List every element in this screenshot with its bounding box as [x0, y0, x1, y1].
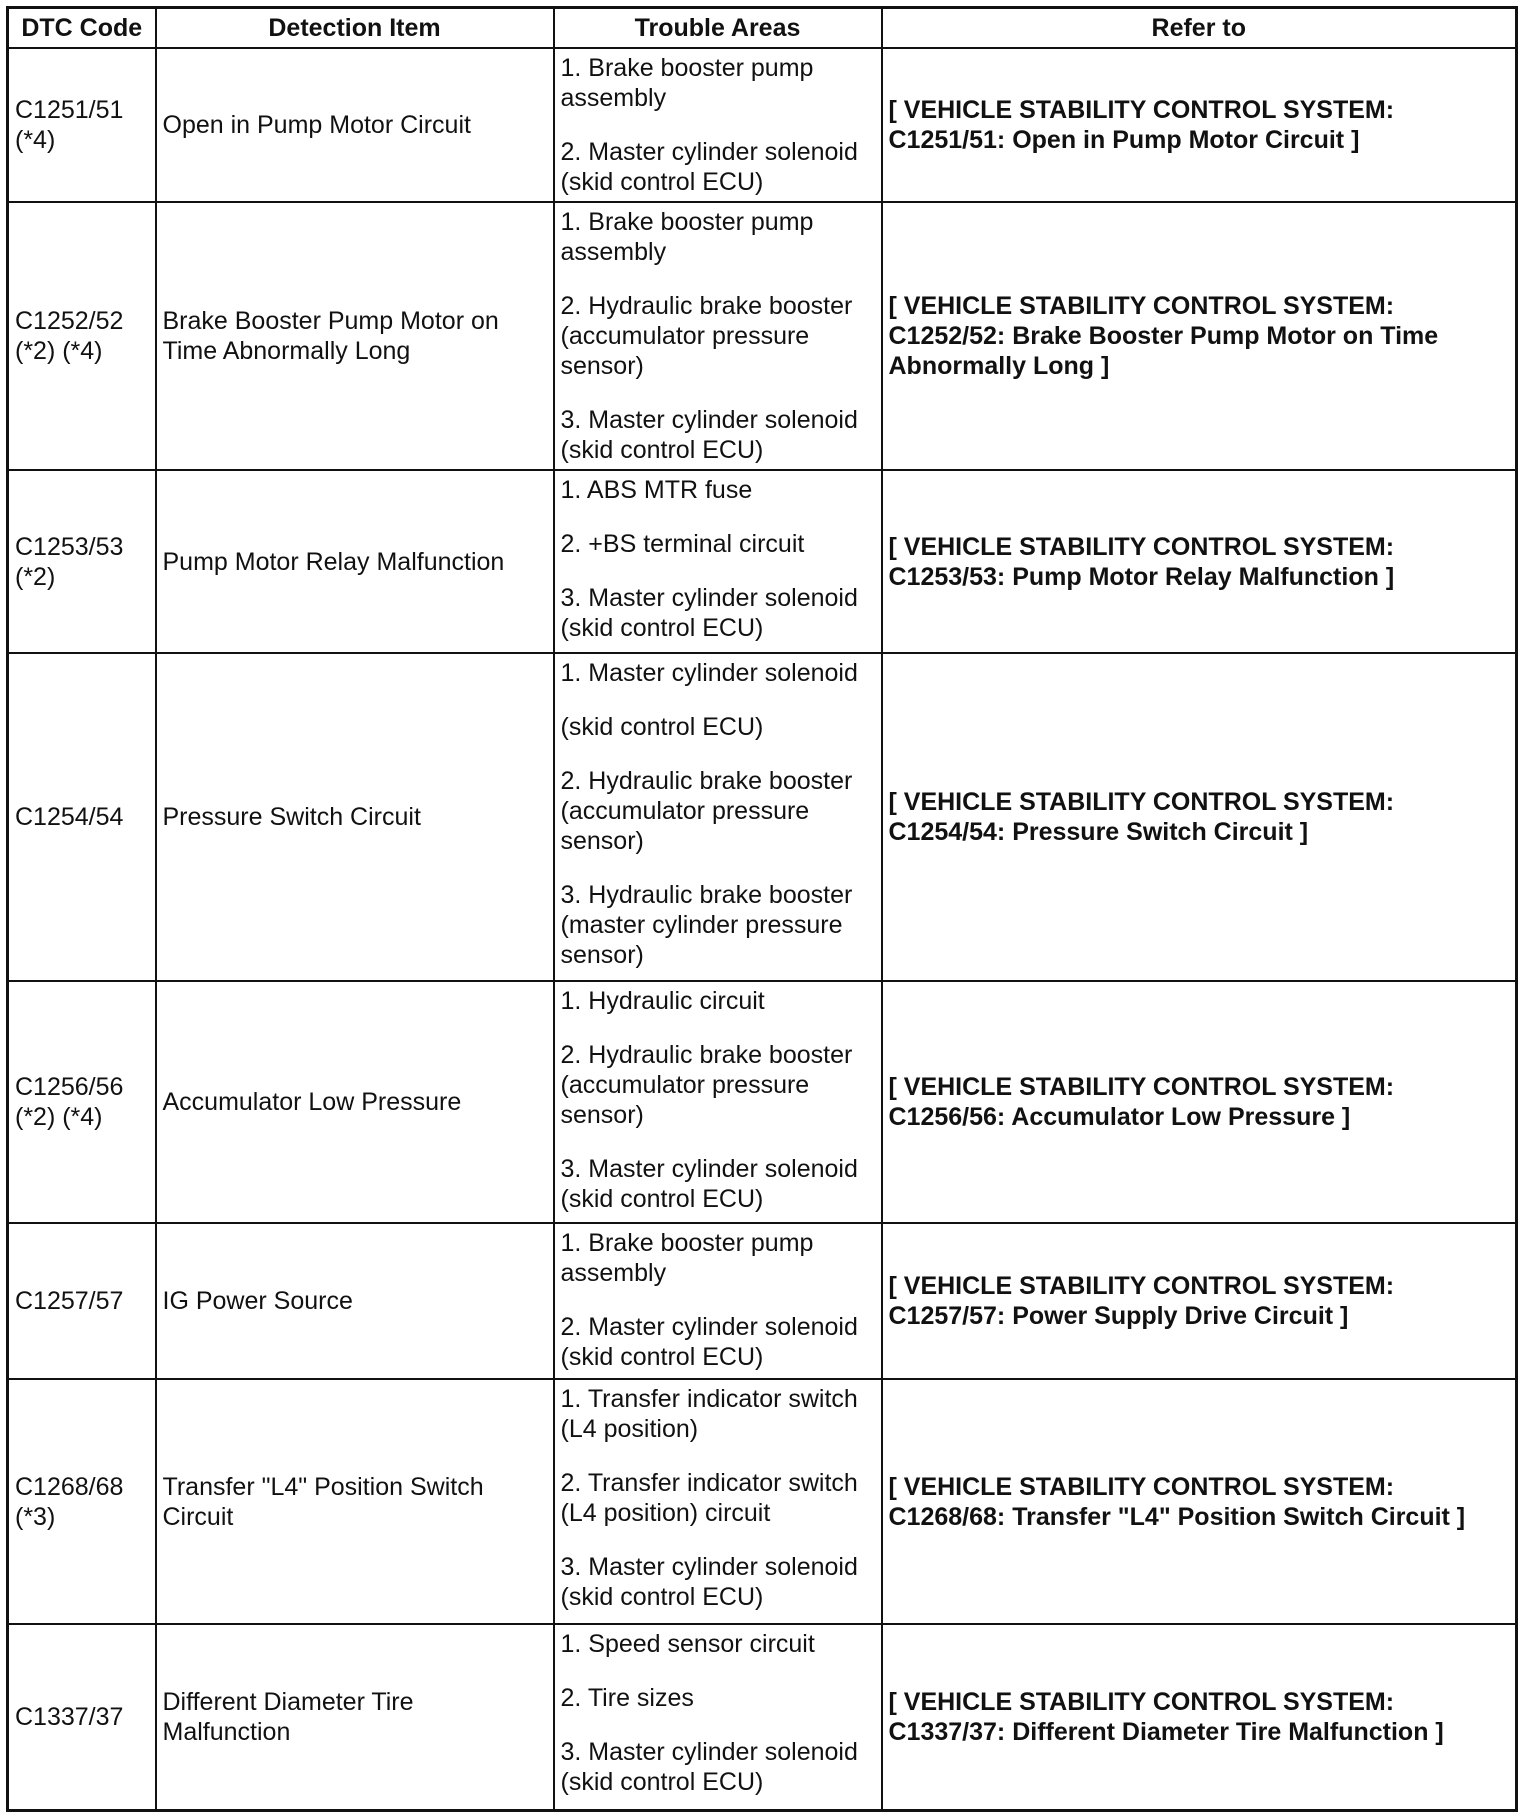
detection-item: Open in Pump Motor Circuit [156, 48, 554, 202]
trouble-area: 1. Speed sensor circuit [560, 1630, 815, 1658]
dtc-code: C1251/51 [15, 96, 124, 124]
detection-item: Pressure Switch Circuit [156, 653, 554, 981]
refer-to-line: [ VEHICLE STABILITY CONTROL SYSTEM: [888, 1472, 1395, 1501]
header-refer-to: Refer to [882, 8, 1517, 49]
trouble-areas [554, 202, 882, 470]
trouble-areas [554, 1223, 882, 1379]
refer-to-line: [ VEHICLE STABILITY CONTROL SYSTEM: [888, 292, 1395, 320]
refer-to-line: C1256/56: Accumulator Low Pressure ] [888, 1103, 1351, 1131]
refer-to-link[interactable] [882, 470, 1517, 653]
detection-item: IG Power Source [156, 1223, 554, 1379]
refer-to-line: C1254/54: Pressure Switch Circuit ] [888, 818, 1309, 846]
trouble-area: 1. Brake booster pump assembly [560, 1229, 814, 1287]
trouble-area: 1. ABS MTR fuse [560, 476, 753, 504]
refer-to-line: C1268/68: Transfer "L4" Position Switch Circuit ] [888, 1502, 1466, 1531]
detection-item: Accumulator Low Pressure [156, 981, 554, 1223]
dtc-code: C1268/68 [15, 1472, 124, 1501]
dtc-note: (*4) [15, 126, 56, 154]
trouble-area: 3. Master cylinder solenoid (skid control ECU) [560, 1155, 858, 1213]
trouble-area: 1. Brake booster pump assembly [560, 208, 814, 266]
dtc-code-cell [8, 470, 156, 653]
dtc-code: C1254/54 [15, 803, 124, 831]
dtc-note: (*2) (*4) [15, 1103, 103, 1131]
trouble-area: 3. Master cylinder solenoid (skid control ECU) [560, 584, 858, 642]
table-header-row [8, 8, 1517, 49]
dtc-code-cell [8, 1223, 156, 1379]
table-row [8, 653, 1517, 981]
header-dtc-code: DTC Code [8, 8, 156, 49]
refer-to-line: C1252/52: Brake Booster Pump Motor on Time Abnormally Long ] [888, 322, 1439, 380]
dtc-code-cell [8, 653, 156, 981]
refer-to-link[interactable] [882, 653, 1517, 981]
table-row [8, 202, 1517, 470]
refer-to-line: [ VEHICLE STABILITY CONTROL SYSTEM: [888, 1687, 1395, 1716]
dtc-code: C1252/52 [15, 307, 124, 335]
detection-item: Pump Motor Relay Malfunction [156, 470, 554, 653]
trouble-areas [554, 1379, 882, 1624]
trouble-areas [554, 653, 882, 981]
refer-to-link[interactable] [882, 48, 1517, 202]
trouble-area: 3. Hydraulic brake booster (master cylinder pressure sensor) [560, 881, 853, 969]
dtc-table-container [6, 6, 1518, 1812]
trouble-area: 2. Master cylinder solenoid (skid control ECU) [560, 1313, 858, 1371]
refer-to-line: C1253/53: Pump Motor Relay Malfunction ] [888, 562, 1395, 591]
dtc-code: C1257/57 [15, 1287, 124, 1315]
dtc-code: C1253/53 [15, 532, 124, 561]
dtc-code-cell [8, 1379, 156, 1624]
dtc-table [6, 6, 1518, 1812]
detection-item: Brake Booster Pump Motor on Time Abnormally Long [156, 202, 554, 470]
trouble-area: 3. Master cylinder solenoid (skid control ECU) [560, 1738, 858, 1796]
dtc-code-cell [8, 1624, 156, 1810]
trouble-areas [554, 1624, 882, 1810]
refer-to-line: C1337/37: Different Diameter Tire Malfunction ] [888, 1717, 1444, 1746]
dtc-code-cell [8, 202, 156, 470]
refer-to-line: C1257/57: Power Supply Drive Circuit ] [888, 1302, 1349, 1330]
trouble-area: 3. Master cylinder solenoid (skid control ECU) [560, 1553, 858, 1611]
refer-to-line: [ VEHICLE STABILITY CONTROL SYSTEM: [888, 1272, 1395, 1300]
table-row [8, 1379, 1517, 1624]
table-row [8, 981, 1517, 1223]
table-row [8, 1223, 1517, 1379]
trouble-area: 1. Master cylinder solenoid [560, 659, 858, 687]
trouble-area: 2. Tire sizes [560, 1684, 694, 1712]
dtc-code-cell [8, 981, 156, 1223]
trouble-area: 2. Hydraulic brake booster (accumulator pressure sensor) [560, 767, 853, 855]
refer-to-line: [ VEHICLE STABILITY CONTROL SYSTEM: [888, 1073, 1395, 1101]
detection-item: Transfer "L4" Position Switch Circuit [156, 1379, 554, 1624]
trouble-area: 2. Transfer indicator switch (L4 position) circuit [560, 1469, 858, 1527]
trouble-area: 2. Hydraulic brake booster (accumulator pressure sensor) [560, 292, 853, 380]
trouble-area: 2. Hydraulic brake booster (accumulator pressure sensor) [560, 1041, 853, 1129]
trouble-areas [554, 470, 882, 653]
table-row [8, 1624, 1517, 1810]
refer-to-line: [ VEHICLE STABILITY CONTROL SYSTEM: [888, 788, 1395, 816]
dtc-note: (*3) [15, 1502, 56, 1531]
trouble-areas [554, 981, 882, 1223]
refer-to-link[interactable] [882, 1624, 1517, 1810]
refer-to-link[interactable] [882, 1223, 1517, 1379]
detection-item: Different Diameter Tire Malfunction [156, 1624, 554, 1810]
table-row [8, 48, 1517, 202]
trouble-area: 2. Master cylinder solenoid (skid control ECU) [560, 138, 858, 196]
refer-to-line: C1251/51: Open in Pump Motor Circuit ] [888, 126, 1360, 154]
refer-to-line: [ VEHICLE STABILITY CONTROL SYSTEM: [888, 96, 1395, 124]
trouble-area: 3. Master cylinder solenoid (skid control ECU) [560, 406, 858, 464]
trouble-area: 1. Hydraulic circuit [560, 987, 765, 1015]
trouble-areas [554, 48, 882, 202]
refer-to-link[interactable] [882, 202, 1517, 470]
dtc-code-cell [8, 48, 156, 202]
trouble-area: 2. +BS terminal circuit [560, 530, 805, 558]
refer-to-link[interactable] [882, 981, 1517, 1223]
trouble-area: 1. Transfer indicator switch (L4 position) [560, 1385, 858, 1443]
dtc-code: C1256/56 [15, 1073, 124, 1101]
trouble-area: (skid control ECU) [560, 713, 764, 741]
header-detection-item: Detection Item [156, 8, 554, 49]
header-trouble-areas: Trouble Areas [554, 8, 882, 49]
dtc-note: (*2) [15, 562, 56, 591]
refer-to-link[interactable] [882, 1379, 1517, 1624]
trouble-area: 1. Brake booster pump assembly [560, 54, 814, 112]
table-row [8, 470, 1517, 653]
refer-to-line: [ VEHICLE STABILITY CONTROL SYSTEM: [888, 532, 1395, 561]
dtc-code: C1337/37 [15, 1702, 124, 1731]
dtc-note: (*2) (*4) [15, 337, 103, 365]
